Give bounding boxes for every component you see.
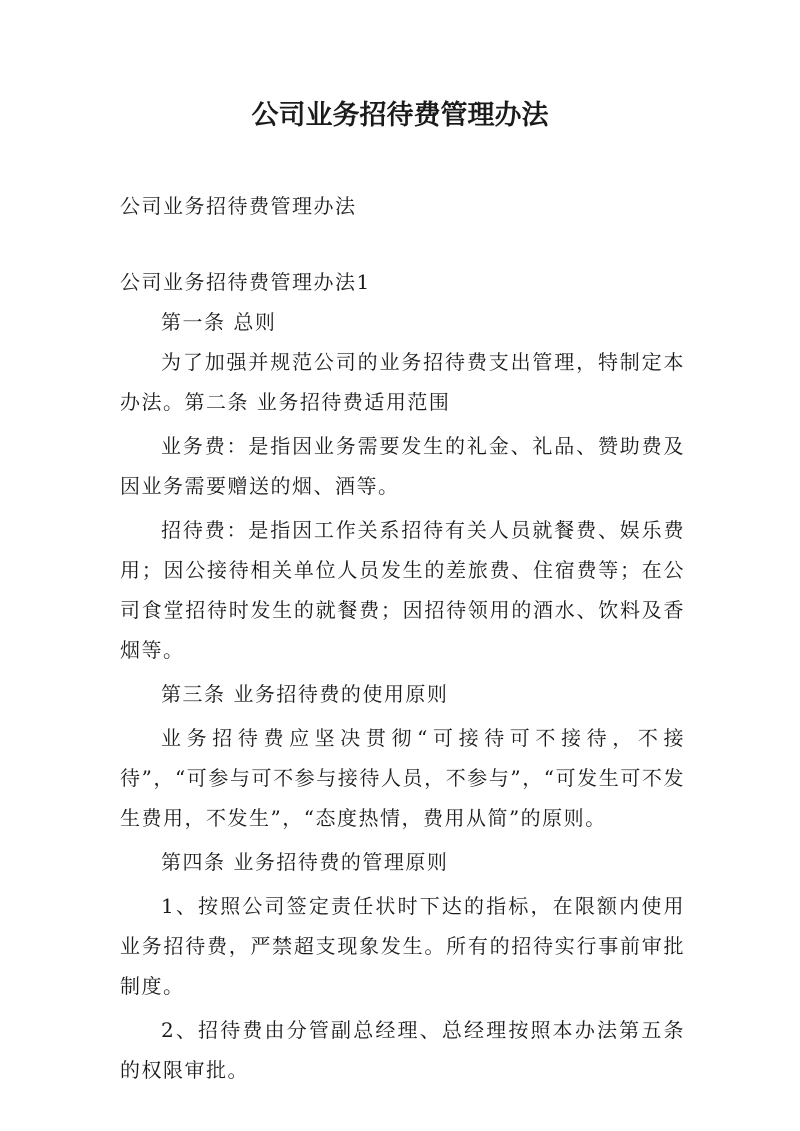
paragraph: 业务费：是指因业务需要发生的礼金、礼品、赞助费及因业务需要赠送的烟、酒等。 — [120, 434, 685, 498]
document-subtitle: 公司业务招待费管理办法 — [120, 194, 357, 218]
paragraph: 1、按照公司签定责任状时下达的指标，在限额内使用业务招待费，严禁超支现象发生。所有的招待实行事前审批制度。 — [120, 894, 685, 998]
article-heading: 第四条 业务招待费的管理原则 — [161, 850, 449, 874]
article-heading: 第三条 业务招待费的使用原则 — [161, 682, 449, 706]
article-heading: 第一条 总则 — [161, 310, 277, 334]
paragraph: 招待费：是指因工作关系招待有关人员就餐费、娱乐费用；因公接待相关单位人员发生的差旅费、住宿费等；在公司食堂招待时发生的就餐费；因招待领用的酒水、饮料及香烟等。 — [120, 518, 685, 662]
document-title: 公司业务招待费管理办法 — [251, 100, 549, 131]
paragraph: 2、招待费由分管副总经理、总经理按照本办法第五条的权限审批。 — [120, 1018, 685, 1082]
paragraph: 为了加强并规范公司的业务招待费支出管理，特制定本办法。第二条 业务招待费适用范围 — [120, 350, 685, 414]
document-body — [120, 262, 685, 1090]
section-heading: 公司业务招待费管理办法1 — [120, 270, 371, 294]
paragraph: 业务招待费应坚决贯彻“可接待可不接待，不接待”，“可参与可不参与接待人员，不参与”，“可发生可不发生费用，不发生”，“态度热情，费用从简”的原则。 — [120, 726, 685, 830]
